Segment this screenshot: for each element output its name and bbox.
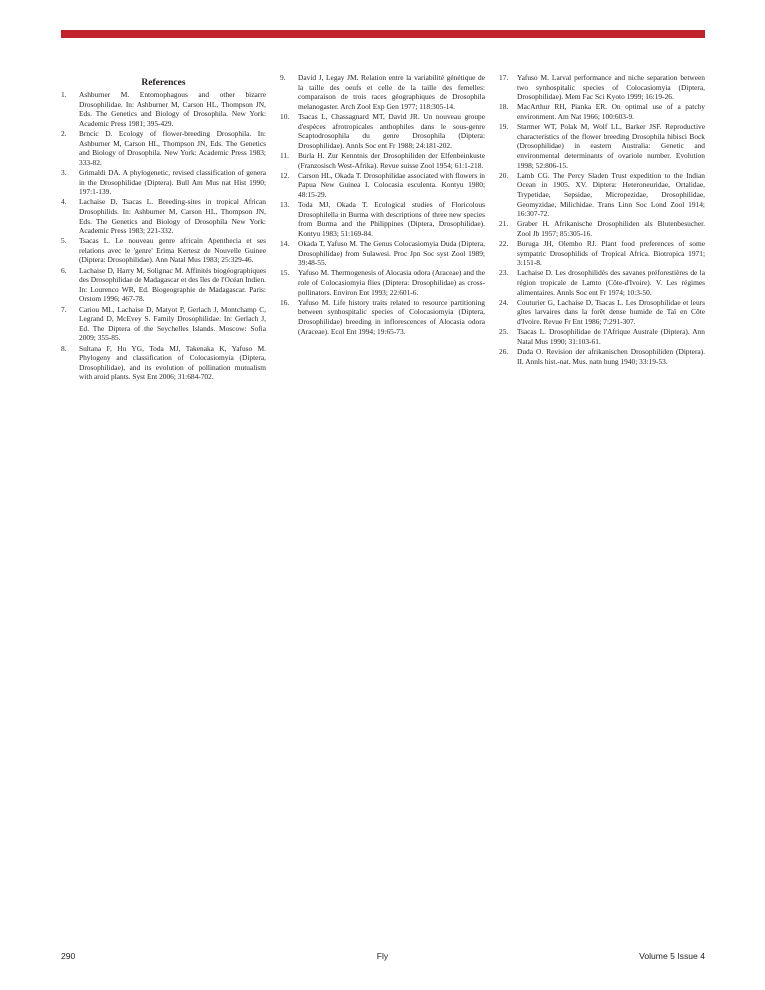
reference-text: Grimaldi DA. A phylogenetic, revised classification of genera in the Drosophilidae (Diptera). Bull Am Mus nat Hist 1990; 197:1-139. (79, 167, 266, 197)
reference-number: 22. (499, 239, 509, 249)
reference-number: 9. (280, 73, 286, 82)
reference-item (499, 219, 705, 238)
reference-number: 19. (499, 122, 509, 132)
reference-text: Tsacas L, Chassagnard MT, David JR. Un nouveau groupe d'espèces afrotropicales anthophiles dans le sous-genre Scaptodrosophila du genre Drosophila (Diptera: Drosophilidae). Annls Soc ent Fr 1988; 24:181-202. (298, 111, 485, 150)
reference-number: 1. (61, 90, 67, 99)
reference-text: Lachaise D, Tsacas L. Breeding-sites in tropical African Drosophilids. In: Ashburner M, Carson HL, Thompson JN, Eds. The Genetics and Biology of Drosophila New York: Academic Press 1983; 221-332. (79, 197, 266, 236)
reference-text: Brncic D. Ecology of flower-breeding Drosophila. In: Ashburner M, Carson HL, Thompson JN, Eds. The Genetics and Biology of Drosophila. New York: Academic Press 1983; 333-82. (79, 128, 266, 167)
reference-number: 13. (280, 200, 290, 210)
reference-item (499, 102, 705, 121)
reference-item (61, 266, 266, 304)
reference-text: Lamb CG. The Percy Sladen Trust expedition to the Indian Ocean in 1905. XV. Diptera: Heteroneuridae, Ortalidae, Trypetidae, Sepsidae, Micropezidae, Drosophilidae, Geomyzidae, Milichidae. Trans Linn Soc Lond Zool 1914; 16:307-72. (517, 170, 705, 219)
reference-item (280, 298, 485, 336)
reference-item (61, 168, 266, 197)
reference-number: 7. (61, 304, 67, 314)
reference-text: Okada T, Yafuso M. The Genus Colocasiomyia Duda (Diptera, Drosophilidae) from Sulawesi. Proc Jpn Soc syst Zool 1989; 39:48-55. (298, 239, 485, 268)
header-accent-bar (61, 30, 705, 38)
reference-text: Yafuso M. Life history traits related to resource partitioning between synhospitalic species of Colocasiomyia (Diptera, Drosophilidae) breeding in inflorescences of Alocasia odora (Araceae). Ecol Ent 1994; 19:65-73. (298, 297, 485, 336)
reference-number: 2. (61, 128, 67, 138)
reference-item (499, 298, 705, 327)
reference-number: 16. (280, 297, 290, 307)
reference-text: Graber H. Afrikanische Drosophiliden als Blutenbesucher. Zool Jb 1957; 85:305-16. (517, 219, 705, 238)
reference-item (280, 112, 485, 150)
reference-text: Tsacas L. Le nouveau genre africain Apenthecia et ses relations avec le 'genre' Erima Kertesz de Nouvelle Guinee (Diptera: Drosophilidae). Ann Natal Mus 1983; 25:329-46. (79, 236, 266, 265)
reference-list (499, 73, 705, 366)
references-heading: References (141, 78, 186, 88)
reference-number: 21. (499, 219, 509, 229)
reference-list (280, 73, 485, 336)
reference-number: 11. (280, 150, 289, 160)
reference-item (280, 73, 485, 111)
reference-item (499, 347, 705, 366)
reference-text: Tsacas L. Drosophilidae de l'Afrique Australe (Diptera). Ann Natal Mus 1990; 31:103-61. (517, 327, 705, 346)
reference-text: Starmer WT, Polak M, Wolf LL, Barker JSF. Reproductive characteristics of the flower breeding Drosophila hibisci Bock (Drosophilidae) in eastern Australia: Genetic and environmental determinants of ovariole number. Evolution 1998; 52:806-15. (517, 122, 705, 170)
reference-number: 4. (61, 197, 67, 207)
reference-number: 14. (280, 239, 290, 249)
reference-item (280, 151, 485, 170)
reference-item (499, 268, 705, 297)
reference-number: 17. (499, 73, 509, 82)
reference-number: 23. (499, 268, 509, 278)
reference-text: Duda O. Revision der afrikanischen Drosophiliden (Diptera). II. Annls hist.-nat. Mus. natn hung 1940; 33:19-53. (517, 346, 705, 366)
reference-text: Burla H. Zur Kenntnis der Drosophiliden der Elfenbeinkuste (Franzosisch West-Afrika). Revue suisse Zool 1954; 61:1-218. (298, 150, 485, 170)
reference-text: Lachaise D, Harry M, Solignac M. Affinités biogéographiques des Drosophilidae de Madagascar et des îles de l'Océan Indien. In: Lourenco WR, Ed. Biogeographie de Madagascar. Paris: Orstom 1996; 467-78. (79, 265, 266, 304)
reference-number: 20. (499, 170, 509, 180)
reference-text: Carson HL, Okada T. Drosophilidae associated with flowers in Papua New Guinea I. Colocasia esculenta. Kontyu 1980; 48:15-29. (298, 170, 485, 199)
reference-number: 15. (280, 268, 290, 278)
reference-item (280, 239, 485, 268)
reference-number: 3. (61, 167, 67, 177)
reference-item (499, 327, 705, 346)
reference-number: 5. (61, 236, 67, 246)
reference-text: Cariou ML, Lachaise D, Matyot P, Gerlach J, Montchamp C, Legrand D, McEvey S. Family Drosophilidae. In: Gerlach J, Ed. The Diptera of the Seychelles Islands. Moscow: Sofia 2009; 355-85. (79, 304, 266, 343)
reference-item (61, 344, 266, 382)
reference-number: 8. (61, 343, 67, 353)
reference-number: 24. (499, 297, 509, 307)
reference-text: Yafuso M. Larval performance and niche separation between two synhospitalic species of Colocasiomyia (Diptera, Drosophilidae). Mem Fac Sci Kyoto 1999; 16:19-26. (517, 73, 705, 102)
issue-info: Volume 5 Issue 4 (639, 951, 705, 961)
references-column-2 (280, 73, 485, 337)
reference-item (280, 200, 485, 238)
reference-number: 12. (280, 170, 290, 180)
reference-text: Couturier G, Lachaise D, Tsacas L. Les Drosophilidae et leurs gîtes larvaires dans la forêt dense humide de Taï en Côte d'Ivoire. Revue Fr Ent 1986; 7:291-307. (517, 297, 705, 326)
reference-text: Ashburner M. Entomophagous and other bizarre Drosophilidae. In: Ashburner M, Carson HL, Thompson JN, Eds. The Genetics and Biology of Drosophila. New York: Academic Press 1981; 395-429. (79, 90, 266, 128)
reference-text: Yafuso M. Thermogenesis of Alocasia odora (Araceae) and the role of Colocasiomyia flies (Diptera: Drosophilidae) as cross-pollinators. Environ Ent 1993; 22:601-6. (298, 268, 485, 297)
reference-item (280, 171, 485, 200)
reference-item (61, 90, 266, 128)
reference-text: Lachaise D. Les drosophilidés des savanes préforestières de la région tropicale de Lamto (Côte-d'Ivoire). V. Les régimes alimentaires. Annls Soc ent Fr 1974; 10:3-50. (517, 268, 705, 297)
reference-item (499, 171, 705, 219)
reference-text: David J, Legay JM. Relation entre la variabilité génétique de la taille des oeufs et celle de la taille des femelles: comparaison de trois races géographiques de Drosophila melanogaster. Arch Zool Exp Gen 1977; 118:305-14. (298, 73, 485, 111)
reference-text: Buruga JH, Olembo RJ. Plant food preferences of some sympatric Drosophilids of Tropical Africa. Biotropica 1971; 3:151-8. (517, 239, 705, 268)
reference-text: MacArthur RH, Pianka ER. On optimal use of a patchy environment. Am Nat 1966; 100:603-9. (517, 102, 705, 121)
reference-item (61, 305, 266, 343)
journal-name: Fly (376, 951, 389, 961)
reference-number: 18. (499, 102, 509, 112)
reference-number: 26. (499, 346, 509, 356)
references-column-1 (61, 73, 266, 383)
references-column-3 (499, 73, 705, 367)
reference-item (61, 236, 266, 265)
reference-item (280, 268, 485, 297)
page-number: 290 (61, 951, 76, 961)
reference-item (499, 73, 705, 102)
reference-item (499, 122, 705, 170)
reference-text: Toda MJ, Okada T. Ecological studies of Floricolous Drosophilella in Burma with descriptions of three new species from Burma and the Philippines (Diptera, Drosophilidae). Kontyu 1983; 51:169-84. (298, 200, 485, 238)
reference-number: 6. (61, 265, 67, 275)
reference-item (499, 239, 705, 268)
reference-list (61, 90, 266, 382)
reference-number: 25. (499, 327, 509, 337)
reference-number: 10. (280, 111, 290, 121)
reference-item (61, 197, 266, 235)
reference-text: Sultana F, Hu YG, Toda MJ, Takenaka K, Yafuso M. Phylogeny and classification of Colocasiomyia (Diptera, Drosophilidae), and its evolution of pollination mutualism with aroid plants. Syst Ent 2006; 31:684-702. (79, 343, 266, 382)
reference-item (61, 129, 266, 167)
